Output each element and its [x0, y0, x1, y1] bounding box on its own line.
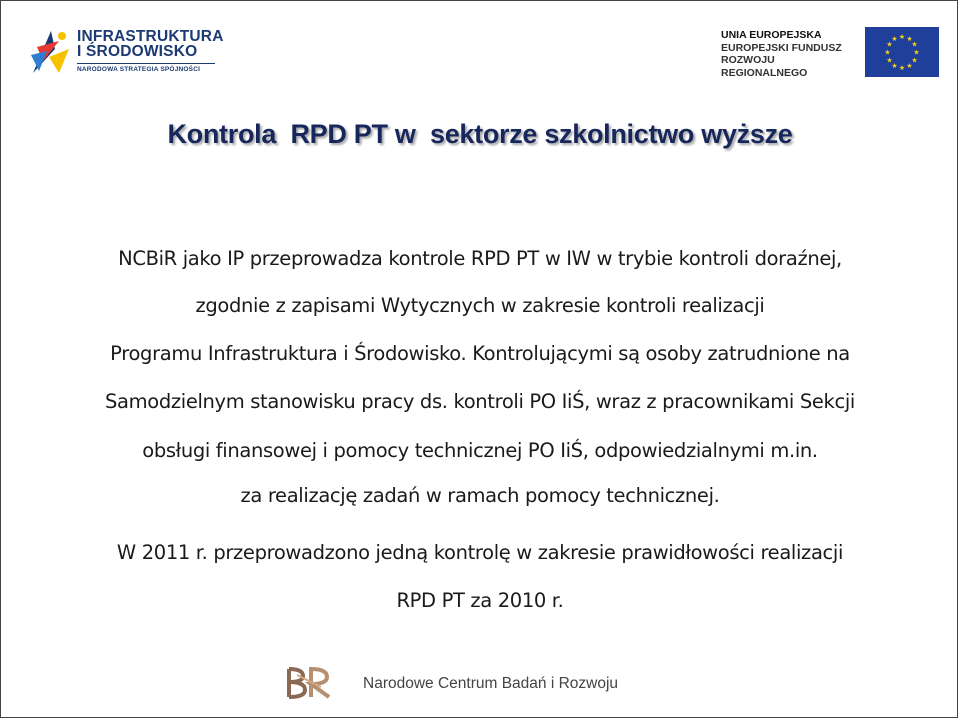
svg-text:★: ★ — [911, 56, 918, 65]
svg-text:★: ★ — [913, 48, 920, 57]
ncbr-logo-icon — [281, 663, 351, 703]
svg-text:★: ★ — [886, 40, 893, 49]
footer-text: Narodowe Centrum Badań i Rozwoju — [363, 675, 619, 692]
svg-text:★: ★ — [906, 62, 913, 70]
eu-logo-text — [721, 29, 857, 79]
body-line-6: za realizację zadań w ramach pomocy technicznej. — [240, 484, 720, 507]
svg-text:★: ★ — [898, 64, 906, 72]
svg-text:★: ★ — [906, 35, 913, 43]
svg-text:★: ★ — [898, 33, 906, 41]
body-line-3: Programu Infrastruktura i Środowisko. Kontrolującymi są osoby zatrudnione na — [110, 342, 850, 365]
eu-flag-icon — [865, 27, 939, 77]
infrastructure-logo-text — [77, 29, 237, 73]
eu-logo — [721, 25, 941, 85]
svg-text:★: ★ — [911, 40, 918, 49]
body-line-7: W 2011 r. przeprowadzono jedną kontrolę w zakresie prawidłowości realizacji — [116, 541, 844, 564]
svg-text:★: ★ — [891, 62, 898, 70]
footer — [281, 663, 681, 703]
svg-text:★: ★ — [884, 48, 891, 57]
svg-text:★: ★ — [891, 35, 898, 43]
logo-line-2: I ŚRODOWISKO — [77, 43, 198, 60]
body-line-5: obsługi finansowej i pomocy technicznej PO IiŚ, odpowiedzialnymi m.in. — [142, 439, 818, 462]
body-line-2: zgodnie z zapisami Wytycznych w zakresie kontroli realizacji — [195, 294, 765, 317]
body-line-1: NCBiR jako IP przeprowadza kontrole RPD PT w IW w trybie kontroli doraźnej, — [118, 247, 842, 270]
infrastructure-logo — [29, 25, 229, 85]
eu-line-1: UNIA EUROPEJSKA — [721, 29, 822, 41]
infrastructure-emblem-icon — [29, 27, 71, 77]
svg-text:★: ★ — [886, 56, 893, 65]
logo-line-1: INFRASTRUKTURA — [77, 28, 224, 45]
body-line-4: Samodzielnym stanowisku pracy ds. kontroli PO IiŚ, wraz z pracownikami Sekcji — [105, 390, 855, 413]
slide-title: Kontrola RPD PT w sektorze szkolnictwo wyższe — [167, 119, 793, 149]
eu-line-2: EUROPEJSKI FUNDUSZ — [721, 41, 842, 54]
body-line-8: RPD PT za 2010 r. — [396, 589, 564, 612]
logo-line-3: NARODOWA STRATEGIA SPÓJNOŚCI — [77, 63, 215, 73]
eu-line-3: ROZWOJU REGIONALNEGO — [721, 54, 808, 79]
